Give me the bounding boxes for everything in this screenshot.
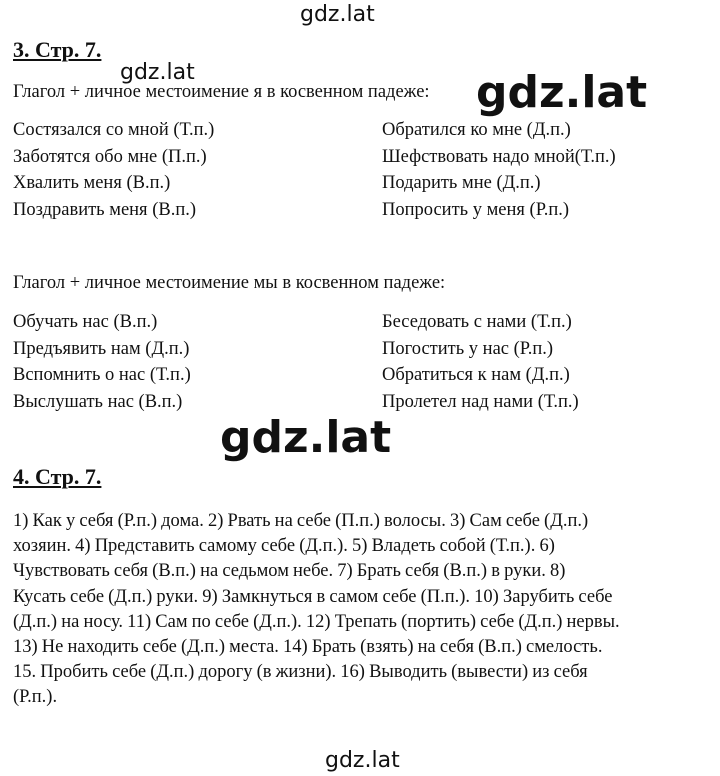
paragraph-line: Чувствовать себя (В.п.) на седьмом небе. 7) Брать себя (В.п.) в руки. 8): [13, 561, 566, 582]
list-item: Поздравить меня (В.п.): [13, 199, 197, 220]
section-3-intro-1: Глагол + личное местоимение я в косвенном падеже:: [13, 82, 430, 102]
list-item: Предъявить нам (Д.п.): [13, 338, 190, 359]
list-item: Обучать нас (В.п.): [13, 312, 158, 332]
watermark-big-middle: gdz.lat: [220, 412, 392, 463]
list-item: Хвалить меня (В.п.): [13, 173, 171, 193]
paragraph-line: 15. Пробить себе (Д.п.) дорогу (в жизни). 16) Выводить (вывести) из себя: [13, 662, 588, 683]
list-item: Заботятся обо мне (П.п.): [13, 146, 207, 167]
section-3-heading: 3. Стр. 7.: [13, 37, 102, 62]
part-1-right-column: [382, 117, 616, 223]
list-item: Погостить у нас (Р.п.): [382, 338, 554, 359]
list-item: Обратиться к нам (Д.п.): [382, 365, 570, 385]
list-item: Состязался со мной (Т.п.): [13, 120, 215, 140]
part-2-right-column: [382, 309, 579, 415]
paragraph-line: (Д.п.) на носу. 11) Сам по себе (Д.п.). 12) Трепать (портить) себе (Д.п.) нервы.: [13, 611, 620, 632]
list-item: Шефствовать надо мной(Т.п.): [382, 146, 616, 167]
list-item: Подарить мне (Д.п.): [382, 173, 541, 193]
list-item: Вспомнить о нас (Т.п.): [13, 365, 191, 385]
list-item: Попросить у меня (Р.п.): [382, 199, 570, 220]
section-4-heading: 4. Стр. 7.: [13, 464, 102, 489]
paragraph-line: 1) Как у себя (Р.п.) дома. 2) Рвать на себе (П.п.) волосы. 3) Сам себе (Д.п.): [13, 511, 589, 531]
section-4-paragraph: [13, 509, 713, 711]
list-item: Выслушать нас (В.п.): [13, 391, 183, 412]
watermark-small: gdz.lat: [120, 60, 195, 85]
watermark-top: gdz.lat: [300, 2, 375, 27]
paragraph-line: Кусать себе (Д.п.) руки. 9) Замкнуться в самом себе (П.п.). 10) Зарубить себе: [13, 586, 613, 607]
watermark-bottom: gdz.lat: [325, 748, 400, 773]
section-3-intro-2: Глагол + личное местоимение мы в косвенном падеже:: [13, 273, 446, 293]
part-2-left-column: [13, 309, 191, 415]
part-1-left-column: [13, 117, 214, 223]
paragraph-line: хозяин. 4) Представить самому себе (Д.п.). 5) Владеть собой (Т.п.). 6): [13, 536, 555, 557]
list-item: Беседовать с нами (Т.п.): [382, 312, 572, 332]
list-item: Пролетел над нами (Т.п.): [382, 391, 579, 412]
watermark-big-right: gdz.lat: [476, 67, 648, 118]
list-item: Обратился ко мне (Д.п.): [382, 120, 571, 140]
paragraph-line: (Р.п.).: [13, 687, 58, 708]
paragraph-line: 13) Не находить себе (Д.п.) места. 14) Брать (взять) на себя (В.п.) смелость.: [13, 637, 603, 658]
